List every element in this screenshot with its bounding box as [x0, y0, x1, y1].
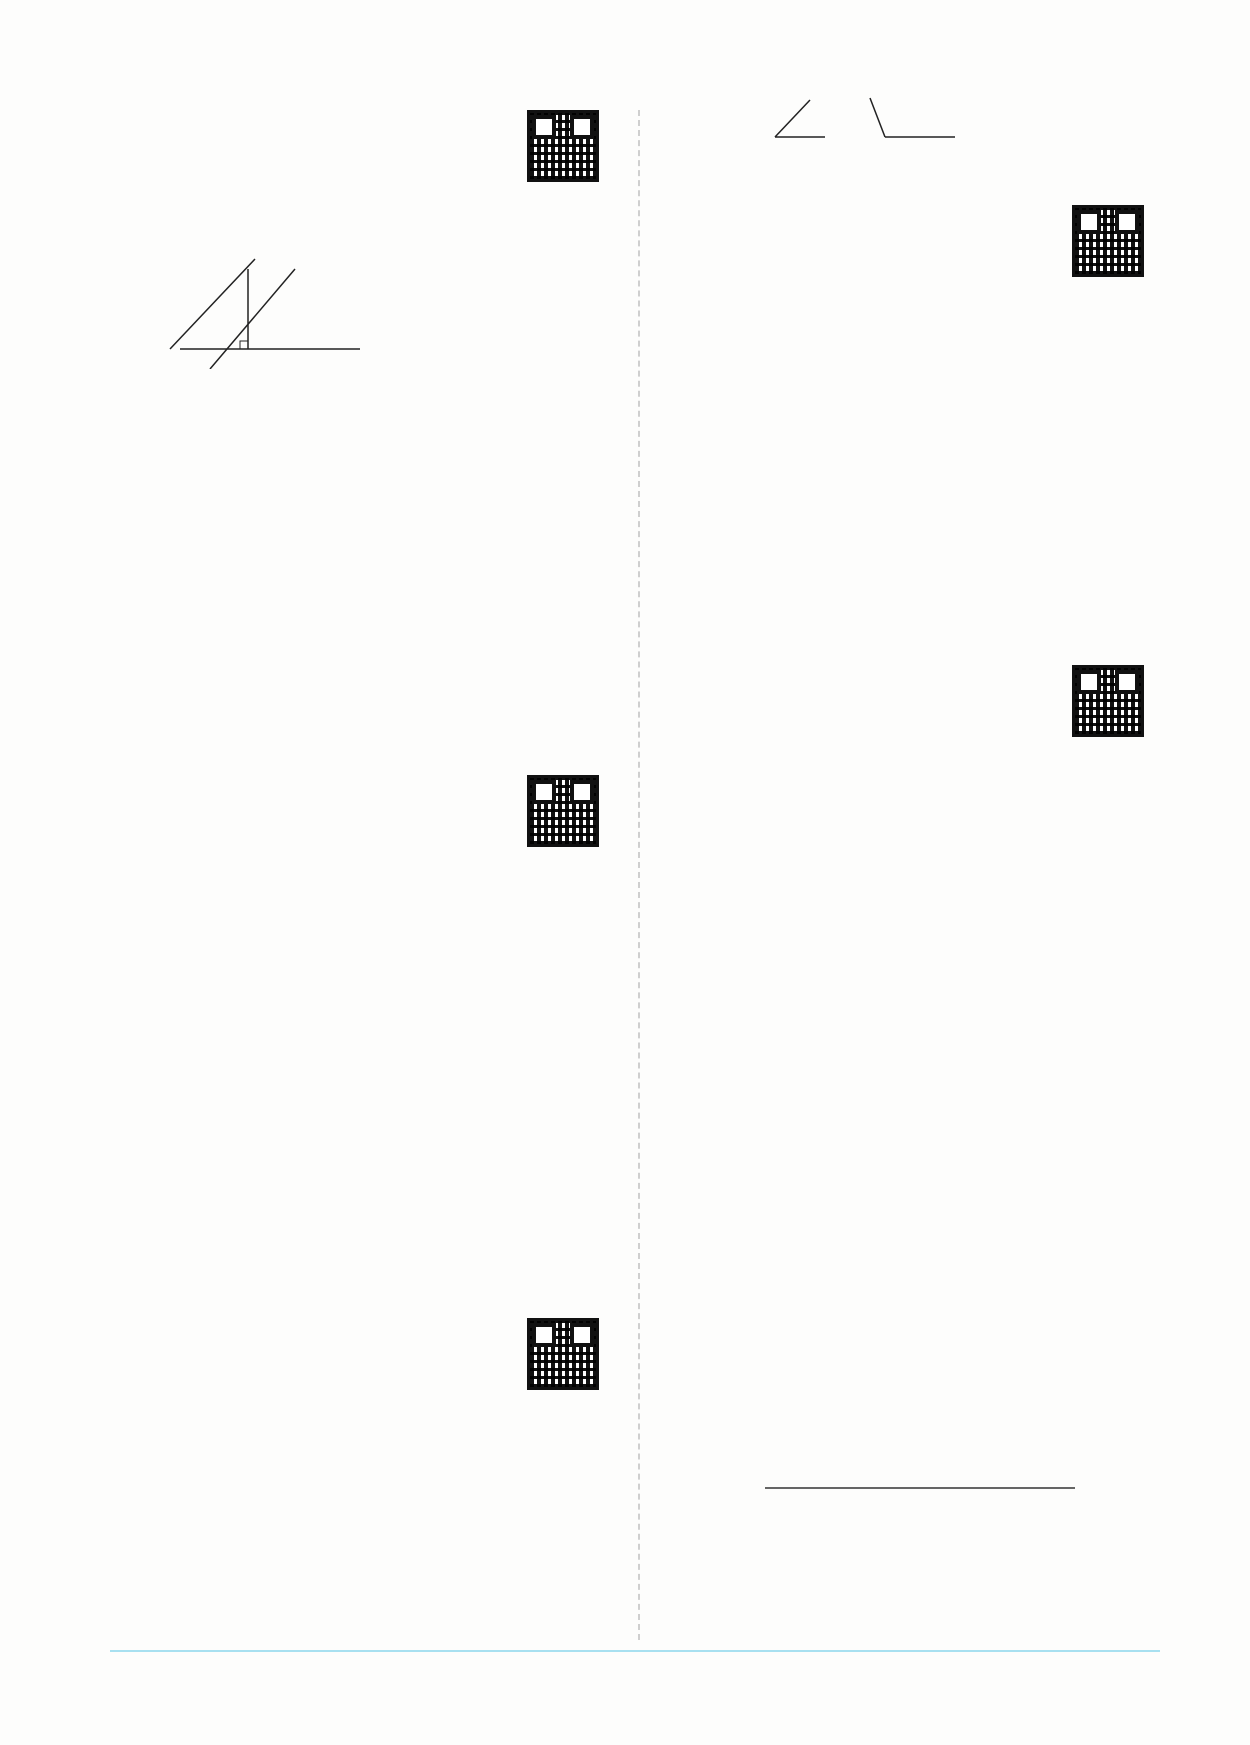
parallel-lines-figure	[160, 249, 460, 369]
parallel-line	[210, 269, 295, 369]
qr-code-5[interactable]	[1072, 665, 1144, 737]
qr-code-3[interactable]	[527, 1318, 599, 1390]
footer-rule	[110, 1650, 1160, 1652]
angle-115-arm	[870, 98, 885, 137]
qr-code-1[interactable]	[527, 110, 599, 182]
column-divider	[638, 110, 640, 1640]
line-om	[170, 259, 255, 349]
right-angle-mark	[240, 341, 248, 349]
angle-50-arm	[775, 100, 810, 137]
number-line	[760, 1470, 1080, 1500]
angle-examples	[765, 95, 965, 145]
qr-code-2[interactable]	[527, 775, 599, 847]
qr-code-4[interactable]	[1072, 205, 1144, 277]
